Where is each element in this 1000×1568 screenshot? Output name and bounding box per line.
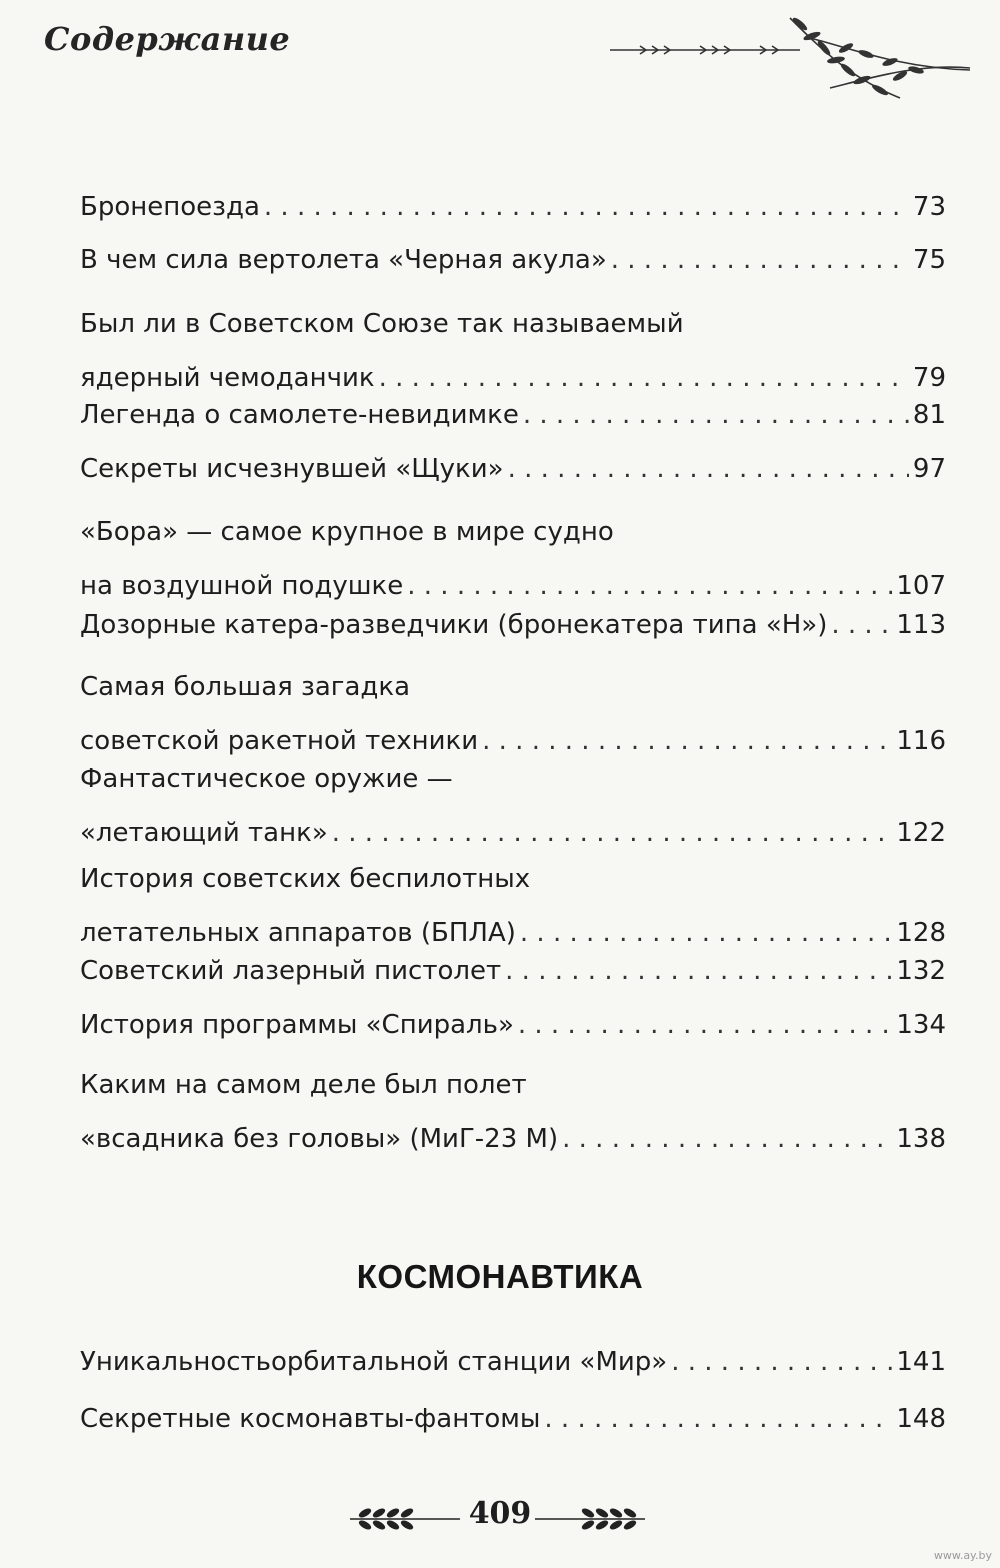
- page-number: 409: [468, 1496, 532, 1531]
- toc-page-number: 122: [896, 818, 946, 848]
- toc-entry-title: ядерный чемоданчик: [80, 363, 375, 393]
- toc-page-number: 73: [912, 192, 946, 222]
- toc-entry-title-line: Каким на самом деле был полет: [80, 1070, 527, 1100]
- dot-leader: [671, 1335, 892, 1389]
- toc-page-number: 97: [912, 454, 946, 484]
- toc-entry-title: Дозорные катера-разведчики (бронекатера типа «Н»): [80, 610, 828, 640]
- toc-page-number: 75: [912, 245, 946, 275]
- toc-entry-title: «летающий танк»: [80, 818, 328, 848]
- toc-page-number: 128: [896, 918, 946, 948]
- toc-page-number: 141: [896, 1347, 946, 1377]
- header-ornament-icon: [600, 8, 980, 118]
- toc-entry-title-line: «Бора» — самое крупное в мире судно: [80, 517, 614, 547]
- watermark: www.ay.by: [933, 1549, 992, 1562]
- dot-leader: [505, 944, 892, 998]
- header-title: Содержание: [44, 20, 291, 58]
- toc-entry-title: на воздушной подушке: [80, 571, 404, 601]
- toc-entry-title-line: История советских беспилотных: [80, 864, 531, 894]
- toc-entry[interactable]: [80, 1335, 946, 1389]
- dot-leader: [831, 598, 892, 652]
- dot-leader: [508, 442, 909, 496]
- toc-page-number: 132: [896, 956, 946, 986]
- toc-entry-title: Уникальностьорбитальной станции «Мир»: [80, 1347, 668, 1377]
- toc-entry-title: советской ракетной техники: [80, 726, 479, 756]
- toc-page-number: 113: [896, 610, 946, 640]
- dot-leader: [544, 1392, 892, 1446]
- toc-entry-title: летательных аппаратов (БПЛА): [80, 918, 516, 948]
- footer-ornament-right-icon: [530, 1502, 650, 1536]
- toc-entry-title-line: Самая большая загадка: [80, 672, 411, 702]
- toc-entry-title-line: Был ли в Советском Союзе так называемый: [80, 309, 684, 339]
- toc-entry-title: «всадника без головы» (МиГ-23 М): [80, 1124, 559, 1154]
- toc-entry-title: Легенда о самолете-невидимке: [80, 400, 519, 430]
- toc-entry[interactable]: [80, 944, 946, 998]
- dot-leader: [264, 180, 909, 234]
- toc-entry[interactable]: [80, 998, 946, 1052]
- toc-entry-title-line: Фантастическое оружие —: [80, 764, 453, 794]
- section-heading: КОСМОНАВТИКА: [356, 1258, 644, 1295]
- toc-entry[interactable]: [80, 1392, 946, 1446]
- toc-page-number: 107: [896, 571, 946, 601]
- toc-entry[interactable]: [80, 505, 946, 613]
- toc-entry[interactable]: [80, 233, 946, 287]
- dot-leader: [562, 1112, 892, 1166]
- toc-entry[interactable]: [80, 388, 946, 442]
- toc-entry[interactable]: [80, 1058, 946, 1166]
- dot-leader: [523, 388, 909, 442]
- toc-entry-title: История программы «Спираль»: [80, 1010, 514, 1040]
- toc-entry-title: Секреты исчезнувшей «Щуки»: [80, 454, 504, 484]
- toc-page-number: 134: [896, 1010, 946, 1040]
- toc-entry[interactable]: [80, 180, 946, 234]
- page-footer: [0, 1488, 1000, 1548]
- toc-page-number: 79: [912, 363, 946, 393]
- dot-leader: [611, 233, 909, 287]
- toc-page-number: 81: [912, 400, 946, 430]
- toc-entry-title: Секретные космонавты-фантомы: [80, 1404, 541, 1434]
- toc-entry[interactable]: [80, 598, 946, 652]
- toc-entry[interactable]: [80, 752, 946, 860]
- toc-page-number: 138: [896, 1124, 946, 1154]
- toc-entry[interactable]: [80, 442, 946, 496]
- toc-page-number: 116: [896, 726, 946, 756]
- dot-leader: [518, 998, 892, 1052]
- toc-page-number: 148: [896, 1404, 946, 1434]
- toc-entry-title: Бронепоезда: [80, 192, 260, 222]
- toc-entry-title: В чем сила вертолета «Черная акула»: [80, 245, 607, 275]
- toc-entry-title: Советский лазерный пистолет: [80, 956, 502, 986]
